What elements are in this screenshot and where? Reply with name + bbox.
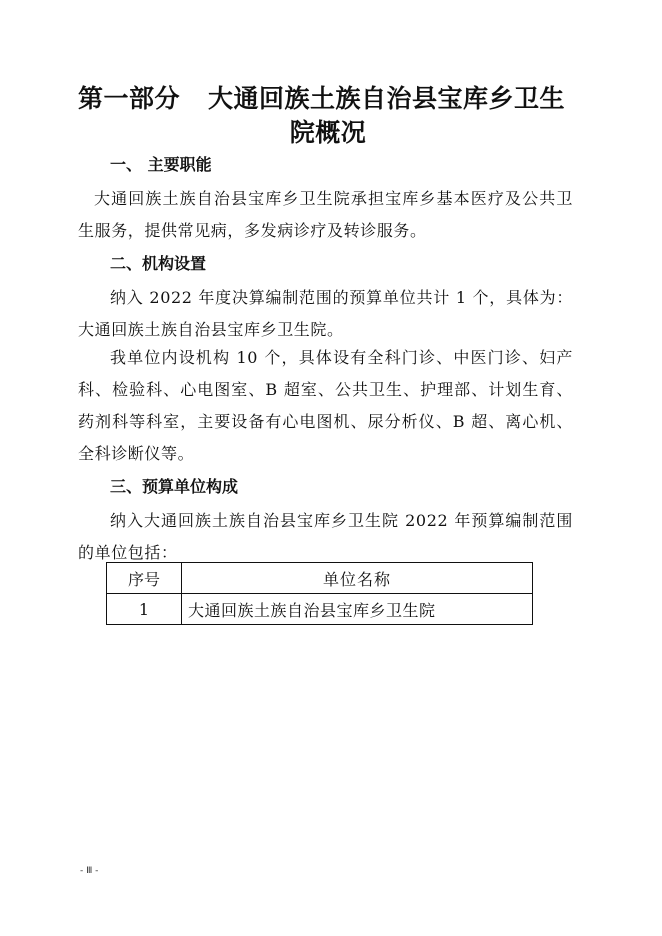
table-header-row bbox=[107, 563, 533, 594]
table-row bbox=[107, 594, 533, 625]
section-heading-functions: 一、 主要职能 bbox=[110, 155, 212, 174]
title-main-text: 大通回族土族自治县宝库乡卫生 bbox=[208, 84, 566, 113]
table-header-index: 序号 bbox=[107, 563, 182, 594]
table-cell-unit-name: 大通回族土族自治县宝库乡卫生院 bbox=[182, 594, 533, 625]
table-header-unit-name: 单位名称 bbox=[182, 563, 533, 594]
section-heading-budget-units: 三、预算单位构成 bbox=[110, 477, 239, 496]
page-title bbox=[78, 82, 578, 150]
section-heading-organization: 二、机构设置 bbox=[110, 254, 207, 273]
budget-units-table bbox=[106, 562, 533, 625]
paragraph-budget-units-count: 纳入 2022 年度决算编制范围的预算单位共计 1 个，具体为：大通回族土族自治县宝库乡卫生院。 bbox=[78, 288, 573, 339]
title-line-2: 院概况 bbox=[289, 118, 367, 147]
table-cell-index: 1 bbox=[107, 594, 182, 625]
paragraph-budget-scope: 纳入大通回族土族自治县宝库乡卫生院 2022 年预算编制范围的单位包括： bbox=[78, 511, 573, 562]
paragraph-internal-departments: 我单位内设机构 10 个，具体设有全科门诊、中医门诊、妇产科、检验科、心电图室、B 超室、公共卫生、护理部、计划生育、药剂科等科室，主要设备有心电图机、尿分析仪、B 超、离心机、全科诊断仪等。 bbox=[78, 348, 573, 463]
paragraph-functions: 大通回族土族自治县宝库乡卫生院承担宝库乡基本医疗及公共卫生服务，提供常见病，多发病诊疗及转诊服务。 bbox=[78, 189, 573, 240]
title-part-label: 第一部分 bbox=[78, 84, 181, 113]
title-line-1 bbox=[78, 82, 578, 116]
page-number: - Ⅲ - bbox=[80, 866, 99, 876]
